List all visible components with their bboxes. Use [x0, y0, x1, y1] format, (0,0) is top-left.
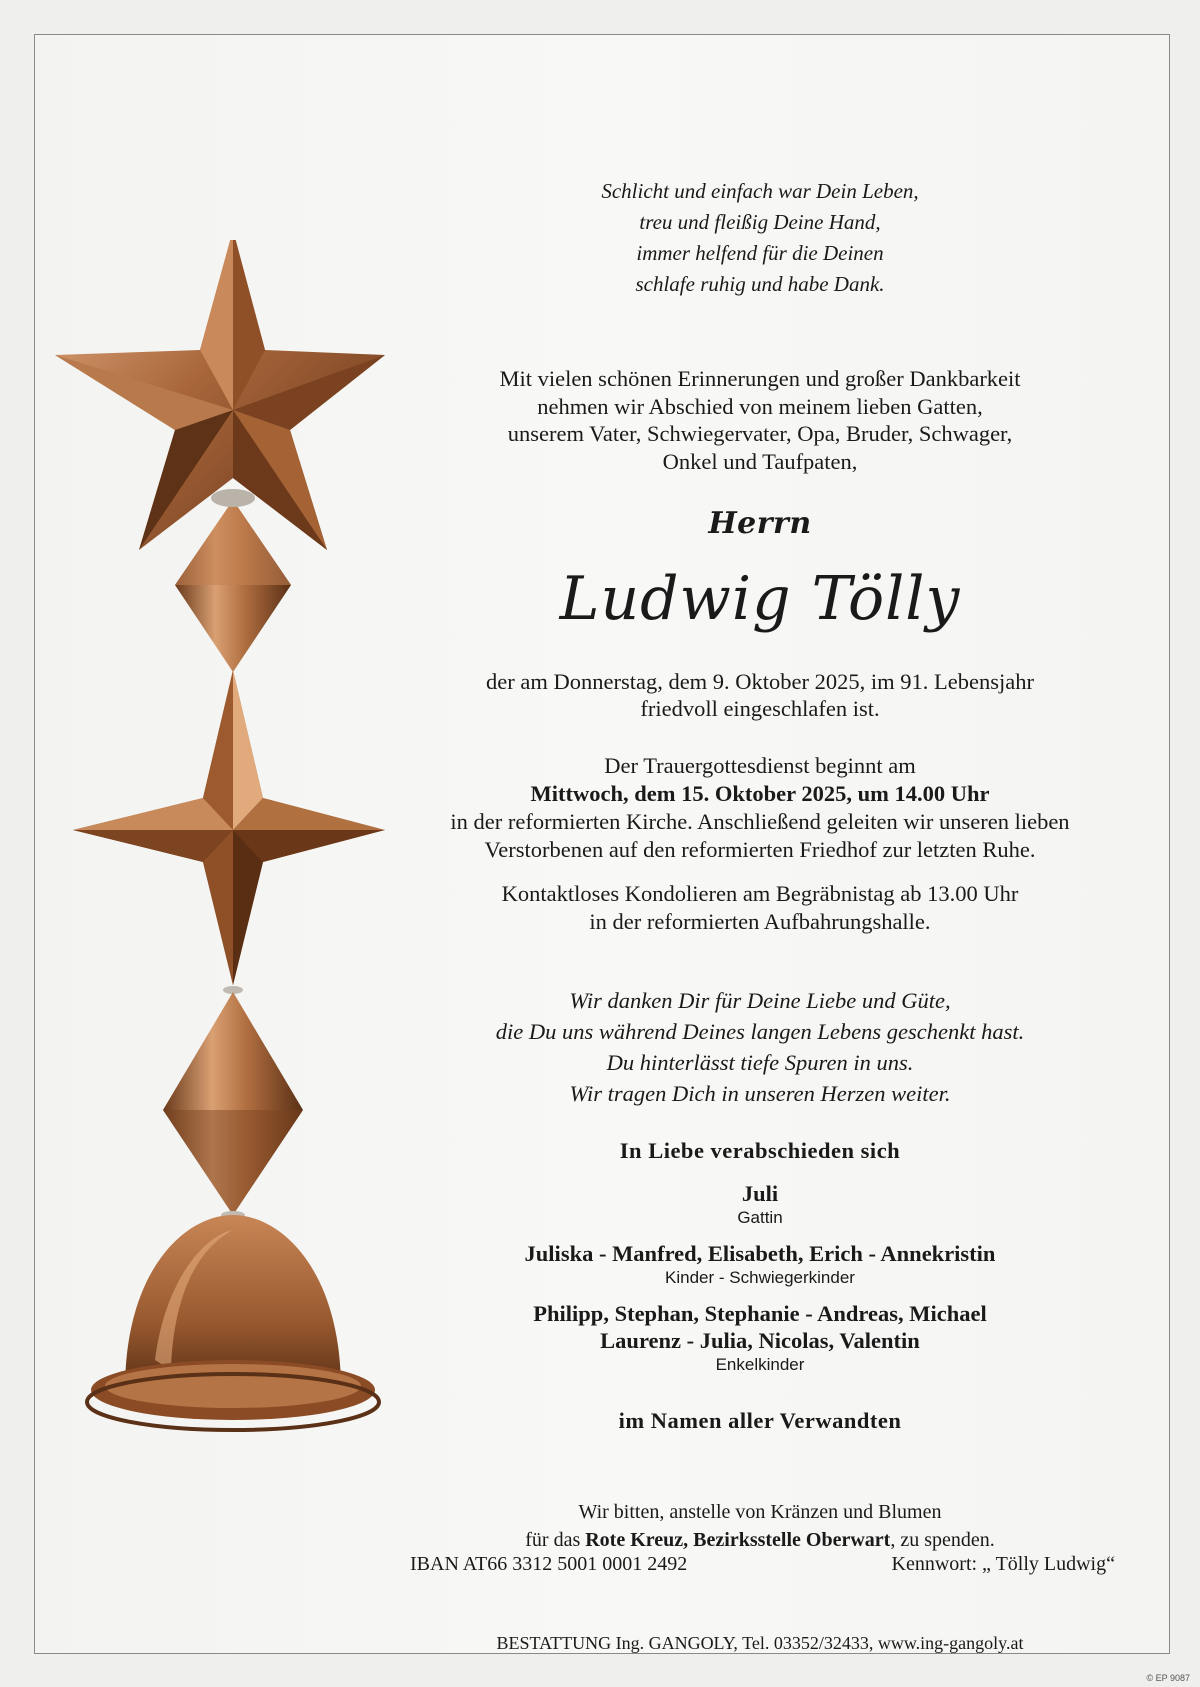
- donation-keyword: Kennwort: „ Tölly Ludwig“: [891, 1553, 1115, 1575]
- poem-line: Schlicht und einfach war Dein Leben,: [601, 179, 919, 203]
- poem-line: immer helfend für die Deinen: [636, 241, 884, 265]
- iban: IBAN AT66 3312 5001 0001 2492: [410, 1553, 688, 1575]
- quote-line: Du hinterlässt tiefe Spuren in uns.: [606, 1050, 914, 1075]
- intro-line: nehmen wir Abschied von meinem lieben Gatten,: [537, 393, 983, 419]
- service-line: Verstorbenen auf den reformierten Friedhof zur letzten Ruhe.: [484, 837, 1036, 862]
- poem-line: schlafe ruhig und habe Dank.: [635, 272, 885, 296]
- closing-quote: [380, 985, 1140, 1109]
- death-notice: [380, 668, 1140, 722]
- condolence-line: Kontaktloses Kondolieren am Begräbnistag ab 13.00 Uhr: [501, 881, 1019, 906]
- all-relatives: im Namen aller Verwandten: [618, 1408, 902, 1433]
- upper-bicone: [175, 489, 291, 672]
- death-line: friedvoll eingeschlafen ist.: [640, 696, 880, 721]
- mourner-names: Laurenz - Julia, Nicolas, Valentin: [600, 1328, 920, 1353]
- donation-recipient: Rote Kreuz, Bezirksstelle Oberwart: [585, 1529, 891, 1551]
- intro-line: Mit vielen schönen Erinnerungen und großer Dankbarkeit: [499, 366, 1021, 391]
- mourner-names: Juliska - Manfred, Elisabeth, Erich - Annekristin: [524, 1241, 996, 1266]
- donation-prefix: für das: [525, 1529, 586, 1551]
- farewell-heading: In Liebe verabschieden sich: [619, 1138, 901, 1163]
- quote-line: die Du uns während Deines langen Lebens geschenkt hast.: [495, 1019, 1025, 1044]
- deceased-name: Ludwig Tölly: [559, 564, 961, 634]
- mourner-names: Philipp, Stephan, Stephanie - Andreas, Michael: [533, 1301, 987, 1326]
- funeral-home-footer: BESTATTUNG Ing. GANGOLY, Tel. 03352/32433, www.ing-gangoly.at: [496, 1633, 1024, 1653]
- intro-line: Onkel und Taufpaten,: [662, 448, 858, 474]
- funeral-service: [380, 752, 1140, 864]
- condolence-info: [380, 880, 1140, 936]
- donation-request: [380, 1498, 1140, 1554]
- death-line: der am Donnerstag, dem 9. Oktober 2025, im 91. Lebensjahr: [486, 669, 1034, 694]
- quote-line: Wir tragen Dich in unseren Herzen weiter.: [569, 1081, 951, 1106]
- mourner-relation: Enkelkinder: [715, 1355, 805, 1374]
- bronze-star-sculpture-image: [55, 240, 425, 1460]
- service-line: Der Trauergottesdienst beginnt am: [604, 753, 916, 778]
- middle-star: [73, 670, 385, 985]
- intro-text: [380, 365, 1140, 475]
- mourner-names: Juli: [741, 1181, 779, 1206]
- service-date-time: Mittwoch, dem 15. Oktober 2025, um 14.00 Uhr: [530, 781, 990, 806]
- dome-base: [87, 1211, 379, 1430]
- quote-line: Wir danken Dir für Deine Liebe und Güte,: [569, 988, 951, 1013]
- mourner-relation: Gattin: [737, 1208, 783, 1227]
- donation-line: Wir bitten, anstelle von Kränzen und Blumen: [578, 1501, 942, 1523]
- opening-poem: [380, 176, 1140, 300]
- service-line: in der reformierten Kirche. Anschließend geleiten wir unseren lieben: [450, 809, 1070, 834]
- poem-line: treu und fleißig Deine Hand,: [639, 210, 881, 234]
- condolence-line: in der reformierten Aufbahrungshalle.: [589, 909, 931, 934]
- print-code: © EP 9087: [1146, 1673, 1190, 1683]
- salutation: Herrn: [708, 506, 812, 541]
- mourners-list: [380, 1180, 1140, 1387]
- donation-suffix: , zu spenden.: [890, 1529, 995, 1551]
- lower-bicone: [163, 986, 303, 1215]
- intro-line: unserem Vater, Schwiegervater, Opa, Bruder, Schwager,: [507, 421, 1013, 446]
- mourner-relation: Kinder - Schwiegerkinder: [665, 1268, 855, 1287]
